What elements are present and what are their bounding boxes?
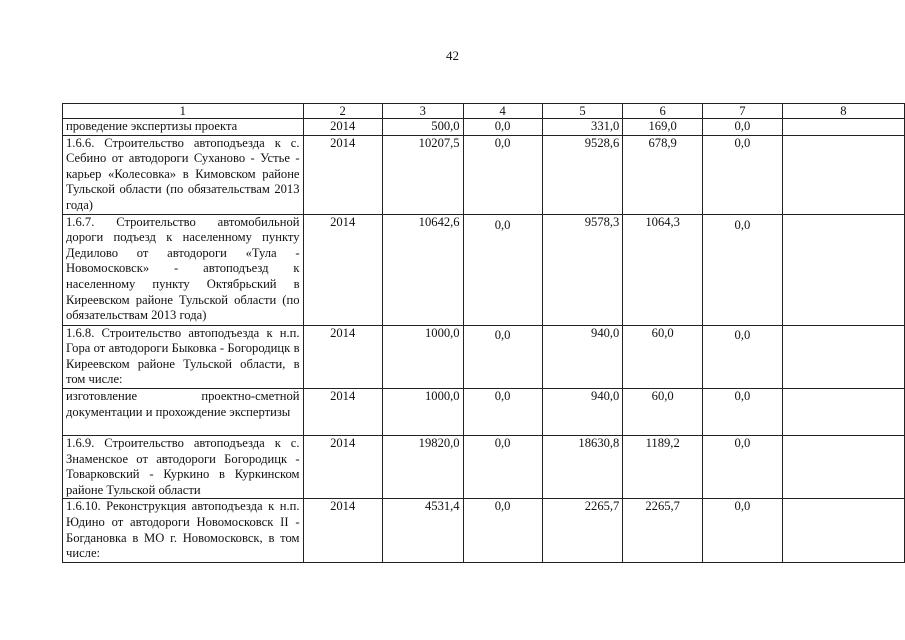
row-total: 19820,0 (382, 435, 463, 498)
row-col8 (782, 388, 904, 435)
row-total: 10207,5 (382, 135, 463, 214)
table-row (63, 499, 905, 562)
row-description: 1.6.9. Строительство автоподъезда к с. Знаменское от автодороги Богородицк - Товарковский - Куркино в Куркинском районе Тульской области (63, 435, 304, 498)
budget-table (62, 103, 905, 563)
row-description: изготовление проектно-сметной документации и прохождение экспертизы (63, 388, 304, 435)
table-row (63, 214, 905, 325)
row-description: 1.6.6. Строительство автоподъезда к с. Себино от автодороги Суханово - Устье - карьер «Колесовка» в Кимовском районе Тульской области (по обязательствам 2013 года) (63, 135, 304, 214)
row-year: 2014 (303, 325, 382, 388)
row-col5: 331,0 (542, 119, 623, 136)
row-col7: 0,0 (702, 435, 782, 498)
row-col6: 2265,7 (623, 499, 703, 562)
row-col4: 0,0 (463, 135, 542, 214)
row-col7: 0,0 (702, 388, 782, 435)
row-total: 10642,6 (382, 214, 463, 325)
row-col4: 0,0 (463, 435, 542, 498)
row-year: 2014 (303, 499, 382, 562)
row-col6: 678,9 (623, 135, 703, 214)
row-description: 1.6.8. Строительство автоподъезда к н.п. Гора от автодороги Быковка - Богородицк в Киреевском районе Тульской области, в том числе: (63, 325, 304, 388)
row-year: 2014 (303, 388, 382, 435)
row-total: 500,0 (382, 119, 463, 136)
row-col5: 9578,3 (542, 214, 623, 325)
row-total: 1000,0 (382, 325, 463, 388)
row-col7: 0,0 (702, 499, 782, 562)
table-row (63, 119, 905, 136)
row-total: 4531,4 (382, 499, 463, 562)
row-col7: 0,0 (702, 135, 782, 214)
header-cell: 3 (382, 104, 463, 119)
header-cell: 8 (782, 104, 904, 119)
table-row (63, 135, 905, 214)
header-cell: 1 (63, 104, 304, 119)
row-col8 (782, 435, 904, 498)
row-col7: 0,0 (702, 325, 782, 388)
row-col8 (782, 325, 904, 388)
row-description: проведение экспертизы проекта (63, 119, 304, 136)
row-col7: 0,0 (702, 119, 782, 136)
table-row (63, 435, 905, 498)
row-year: 2014 (303, 214, 382, 325)
row-col6: 1189,2 (623, 435, 703, 498)
row-col4: 0,0 (463, 119, 542, 136)
row-year: 2014 (303, 135, 382, 214)
row-col4: 0,0 (463, 499, 542, 562)
row-col4: 0,0 (463, 214, 542, 325)
row-col8 (782, 135, 904, 214)
page-number: 42 (446, 48, 459, 63)
table-row (63, 325, 905, 388)
header-cell: 4 (463, 104, 542, 119)
row-col4: 0,0 (463, 325, 542, 388)
row-col5: 2265,7 (542, 499, 623, 562)
row-col6: 60,0 (623, 325, 703, 388)
row-col8 (782, 499, 904, 562)
header-cell: 5 (542, 104, 623, 119)
row-total: 1000,0 (382, 388, 463, 435)
row-year: 2014 (303, 435, 382, 498)
row-year: 2014 (303, 119, 382, 136)
row-col5: 9528,6 (542, 135, 623, 214)
row-col8 (782, 214, 904, 325)
row-col6: 169,0 (623, 119, 703, 136)
row-col6: 1064,3 (623, 214, 703, 325)
header-cell: 2 (303, 104, 382, 119)
header-cell: 7 (702, 104, 782, 119)
row-col5: 18630,8 (542, 435, 623, 498)
row-col8 (782, 119, 904, 136)
row-description: 1.6.10. Реконструкция автоподъезда к н.п. Юдино от автодороги Новомосковск II - Богдановка в МО г. Новомосковск, в том числе: (63, 499, 304, 562)
row-col5: 940,0 (542, 388, 623, 435)
row-col6: 60,0 (623, 388, 703, 435)
row-col4: 0,0 (463, 388, 542, 435)
table-header-row (63, 104, 905, 119)
row-col5: 940,0 (542, 325, 623, 388)
row-description: 1.6.7. Строительство автомобильной дороги подъезд к населенному пункту Дедилово от автодороги «Тула - Новомосковск» - автоподъезд к населенному пункту Октябрьский в Киреевском районе Тульской области (по обязательствам 2013 года) (63, 214, 304, 325)
table-row (63, 388, 905, 435)
row-col7: 0,0 (702, 214, 782, 325)
header-cell: 6 (623, 104, 703, 119)
